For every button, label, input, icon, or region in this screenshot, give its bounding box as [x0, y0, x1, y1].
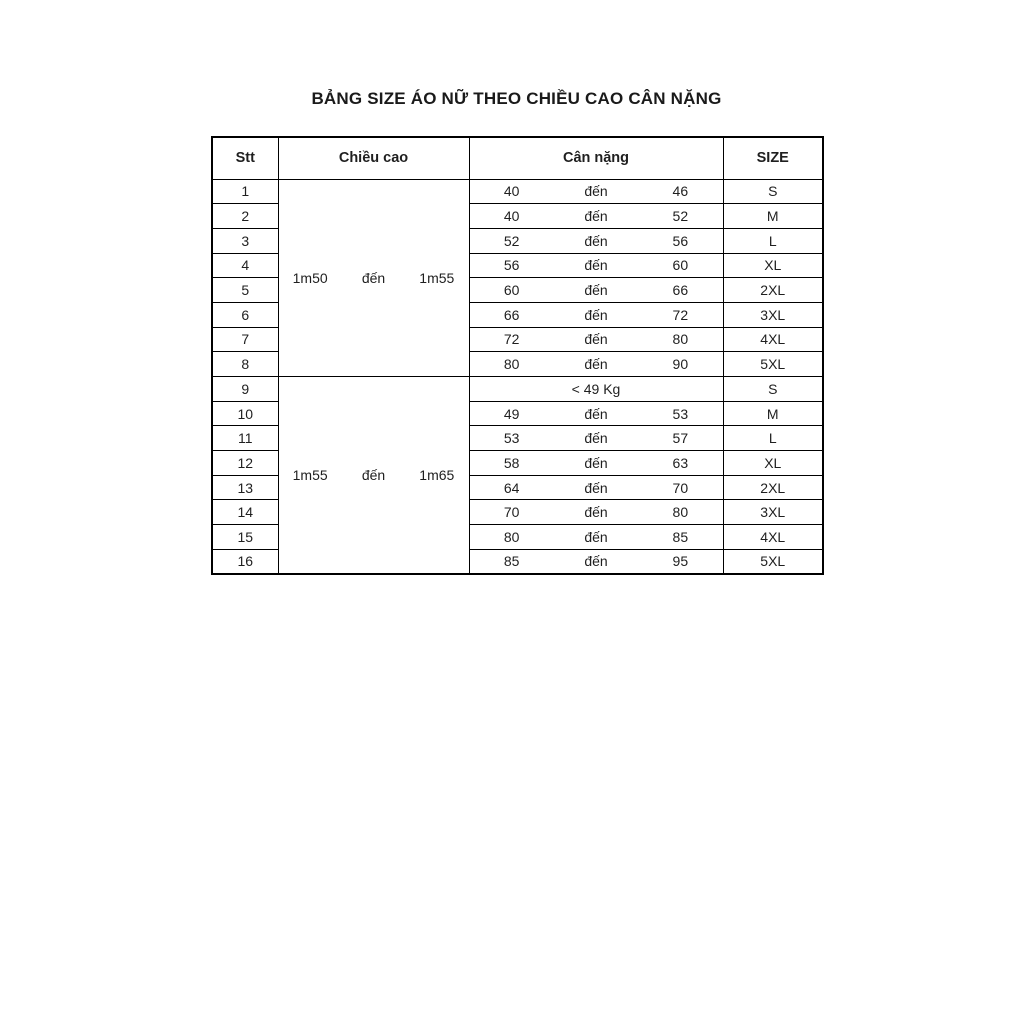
weight-from: 66 [503, 306, 520, 323]
weight-to: 53 [672, 405, 689, 422]
weight-cell: < 49 Kg [469, 377, 723, 402]
stt-cell: 3 [212, 228, 278, 253]
weight-range [470, 183, 723, 199]
weight-sep: đến [584, 331, 608, 348]
header-stt: Stt [212, 137, 278, 179]
stt-cell: 7 [212, 327, 278, 352]
size-cell: 2XL [723, 278, 823, 303]
weight-range [470, 430, 723, 446]
size-cell: 3XL [723, 302, 823, 327]
weight-range [470, 480, 723, 496]
weight-range [470, 282, 723, 298]
weight-from: 72 [503, 331, 520, 348]
weight-cell [469, 179, 723, 204]
weight-to: 52 [672, 208, 689, 225]
weight-to: 72 [672, 306, 689, 323]
weight-range [470, 455, 723, 471]
weight-cell [469, 451, 723, 476]
stt-cell: 8 [212, 352, 278, 377]
stt-cell: 14 [212, 500, 278, 525]
page-title: BẢNG SIZE ÁO NỮ THEO CHIỀU CAO CÂN NẶNG [311, 89, 722, 108]
height-to: 1m55 [419, 269, 455, 286]
stt-cell: 13 [212, 475, 278, 500]
weight-from: 40 [503, 208, 520, 225]
weight-cell [469, 525, 723, 550]
height-from: 1m50 [292, 269, 328, 286]
weight-from: 56 [503, 257, 520, 274]
stt-cell: 10 [212, 401, 278, 426]
table-row [212, 179, 823, 204]
weight-from: 85 [503, 553, 520, 570]
weight-sep: đến [584, 232, 608, 249]
size-cell: 2XL [723, 475, 823, 500]
height-range-cell [278, 179, 469, 377]
header-size: SIZE [723, 137, 823, 179]
weight-sep: đến [584, 528, 608, 545]
weight-to: 46 [672, 183, 689, 200]
size-cell: XL [723, 253, 823, 278]
weight-to: 95 [672, 553, 689, 570]
weight-range [470, 553, 723, 569]
weight-cell [469, 327, 723, 352]
height-range-cell [278, 377, 469, 575]
size-cell: S [723, 179, 823, 204]
size-cell: M [723, 204, 823, 229]
stt-cell: 15 [212, 525, 278, 550]
weight-sep: đến [584, 257, 608, 274]
weight-range [470, 257, 723, 273]
height-sep: đến [361, 467, 386, 483]
weight-cell [469, 500, 723, 525]
stt-cell: 12 [212, 451, 278, 476]
weight-sep: đến [584, 208, 608, 225]
weight-from: 70 [503, 504, 520, 521]
weight-sep: đến [584, 504, 608, 521]
weight-to: 66 [672, 282, 689, 299]
height-from: 1m55 [292, 467, 328, 483]
weight-cell [469, 475, 723, 500]
size-table-body [212, 179, 823, 574]
stt-cell: 9 [212, 377, 278, 402]
weight-to: 63 [672, 454, 689, 471]
weight-sep: đến [584, 356, 608, 373]
weight-cell [469, 549, 723, 574]
size-cell: XL [723, 451, 823, 476]
weight-from: 49 [503, 405, 520, 422]
weight-sep: đến [584, 282, 608, 299]
size-cell: S [723, 377, 823, 402]
size-cell: L [723, 426, 823, 451]
weight-cell [469, 253, 723, 278]
size-cell: 5XL [723, 549, 823, 574]
weight-cell [469, 352, 723, 377]
weight-to: 80 [672, 504, 689, 521]
stt-cell: 5 [212, 278, 278, 303]
weight-range [470, 307, 723, 323]
height-range [279, 270, 469, 286]
weight-to: 90 [672, 356, 689, 373]
weight-to: 60 [672, 257, 689, 274]
weight-cell [469, 204, 723, 229]
stt-cell: 2 [212, 204, 278, 229]
weight-cell [469, 228, 723, 253]
weight-sep: đến [584, 430, 608, 447]
size-cell: 4XL [723, 525, 823, 550]
weight-from: 52 [503, 232, 520, 249]
weight-from: 58 [503, 454, 520, 471]
weight-range [470, 208, 723, 224]
weight-from: 64 [503, 479, 520, 496]
stt-cell: 6 [212, 302, 278, 327]
weight-sep: đến [584, 405, 608, 422]
header-weight: Cân nặng [469, 137, 723, 179]
weight-cell [469, 401, 723, 426]
weight-range [470, 356, 723, 372]
stt-cell: 1 [212, 179, 278, 204]
weight-from: 80 [503, 356, 520, 373]
weight-sep: đến [584, 183, 608, 200]
weight-to: 85 [672, 528, 689, 545]
weight-to: 70 [672, 479, 689, 496]
header-row [212, 137, 823, 179]
weight-range [470, 504, 723, 520]
weight-range [470, 233, 723, 249]
stt-cell: 11 [212, 426, 278, 451]
size-cell: 5XL [723, 352, 823, 377]
stt-cell: 16 [212, 549, 278, 574]
height-range [279, 467, 469, 483]
weight-cell [469, 278, 723, 303]
weight-range [470, 529, 723, 545]
table-row [212, 377, 823, 402]
header-height: Chiều cao [278, 137, 469, 179]
weight-range [470, 331, 723, 347]
size-cell: 4XL [723, 327, 823, 352]
weight-range [470, 406, 723, 422]
weight-to: 57 [672, 430, 689, 447]
height-sep: đến [361, 269, 386, 286]
size-cell: 3XL [723, 500, 823, 525]
weight-sep: đến [584, 306, 608, 323]
weight-from: 60 [503, 282, 520, 299]
size-cell: M [723, 401, 823, 426]
weight-to: 56 [672, 232, 689, 249]
weight-sep: đến [584, 479, 608, 496]
weight-from: 80 [503, 528, 520, 545]
weight-from: 53 [503, 430, 520, 447]
weight-cell [469, 302, 723, 327]
weight-sep: đến [584, 454, 608, 471]
weight-to: 80 [672, 331, 689, 348]
table-header [212, 137, 823, 179]
height-to: 1m65 [419, 467, 455, 483]
weight-from: 40 [503, 183, 520, 200]
weight-sep: đến [584, 553, 608, 570]
size-chart-table [211, 136, 824, 575]
stt-cell: 4 [212, 253, 278, 278]
size-cell: L [723, 228, 823, 253]
weight-cell [469, 426, 723, 451]
